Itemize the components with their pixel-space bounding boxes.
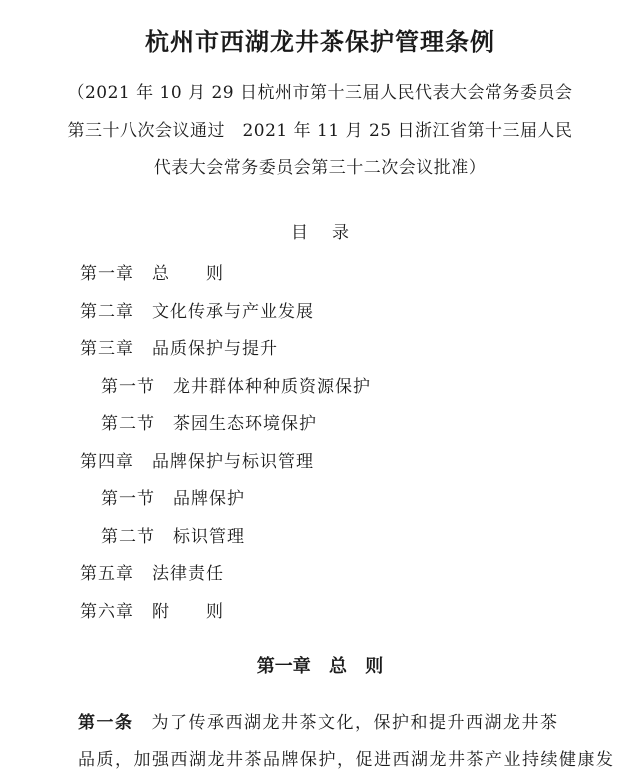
chapter-heading (0, 652, 640, 678)
toc-item (101, 409, 317, 434)
document-title: 杭州市西湖龙井茶保护管理条例 (145, 27, 495, 56)
toc-item-number: 第六章 (80, 601, 134, 622)
toc-item-title: 茶园生态环境保护 (173, 414, 317, 434)
toc-item-title: 品质保护与提升 (152, 339, 278, 359)
toc-item (101, 484, 245, 509)
toc-item (80, 334, 278, 359)
toc-item-number: 第四章 (80, 451, 134, 472)
adoption-note-line-3: 代表大会常务委员会第三十二次会议批准） (153, 158, 487, 178)
toc-item-number: 第一章 (80, 264, 134, 284)
toc-item-number: 第一节 (101, 489, 155, 509)
toc-item-title: 总 则 (152, 264, 224, 284)
chapter-heading-char-1: 总 (329, 656, 347, 677)
toc-item-number: 第三章 (80, 339, 134, 359)
toc-item-title: 法律责任 (152, 564, 224, 584)
article-label: 第一条 (78, 713, 134, 733)
toc-item-number: 第二节 (101, 526, 155, 547)
article-text-line-1: 为了传承西湖龙井茶文化，保护和提升西湖龙井茶 (151, 713, 559, 733)
article-1-line-1 (78, 708, 559, 733)
chapter-heading-number: 第一章 (256, 656, 311, 677)
adoption-note-line-1: （2021 年 10 月 29 日杭州市第十三届人民代表大会常务委员会 (67, 83, 573, 103)
toc-heading-char-2: 录 (332, 223, 349, 243)
toc-heading-char-1: 目 (291, 223, 308, 243)
toc-item-number: 第二节 (101, 414, 155, 434)
toc-item (80, 559, 224, 584)
toc-item-title: 附 则 (152, 601, 224, 622)
toc-item (80, 597, 224, 622)
toc-item (101, 372, 371, 397)
toc-item-number: 第五章 (80, 564, 134, 584)
adoption-note-line-2: 第三十八次会议通过 2021 年 11 月 25 日浙江省第十三届人民 (67, 121, 573, 141)
toc-item (101, 522, 245, 547)
toc-item (80, 259, 224, 284)
toc-item (80, 447, 314, 472)
toc-item-title: 龙井群体种种质资源保护 (173, 376, 371, 397)
toc-item-title: 标识管理 (173, 526, 245, 547)
chapter-heading-char-2: 则 (365, 656, 384, 677)
toc-item-title: 品牌保护与标识管理 (152, 451, 314, 472)
toc-item-number: 第二章 (80, 301, 134, 322)
toc-item-title: 品牌保护 (173, 489, 245, 509)
article-text-line-2: 品质，加强西湖龙井茶品牌保护，促进西湖龙井茶产业持续健康发 (78, 750, 615, 770)
toc-item-number: 第一节 (101, 376, 155, 397)
toc-item-title: 文化传承与产业发展 (152, 301, 314, 322)
toc-item (80, 297, 314, 322)
